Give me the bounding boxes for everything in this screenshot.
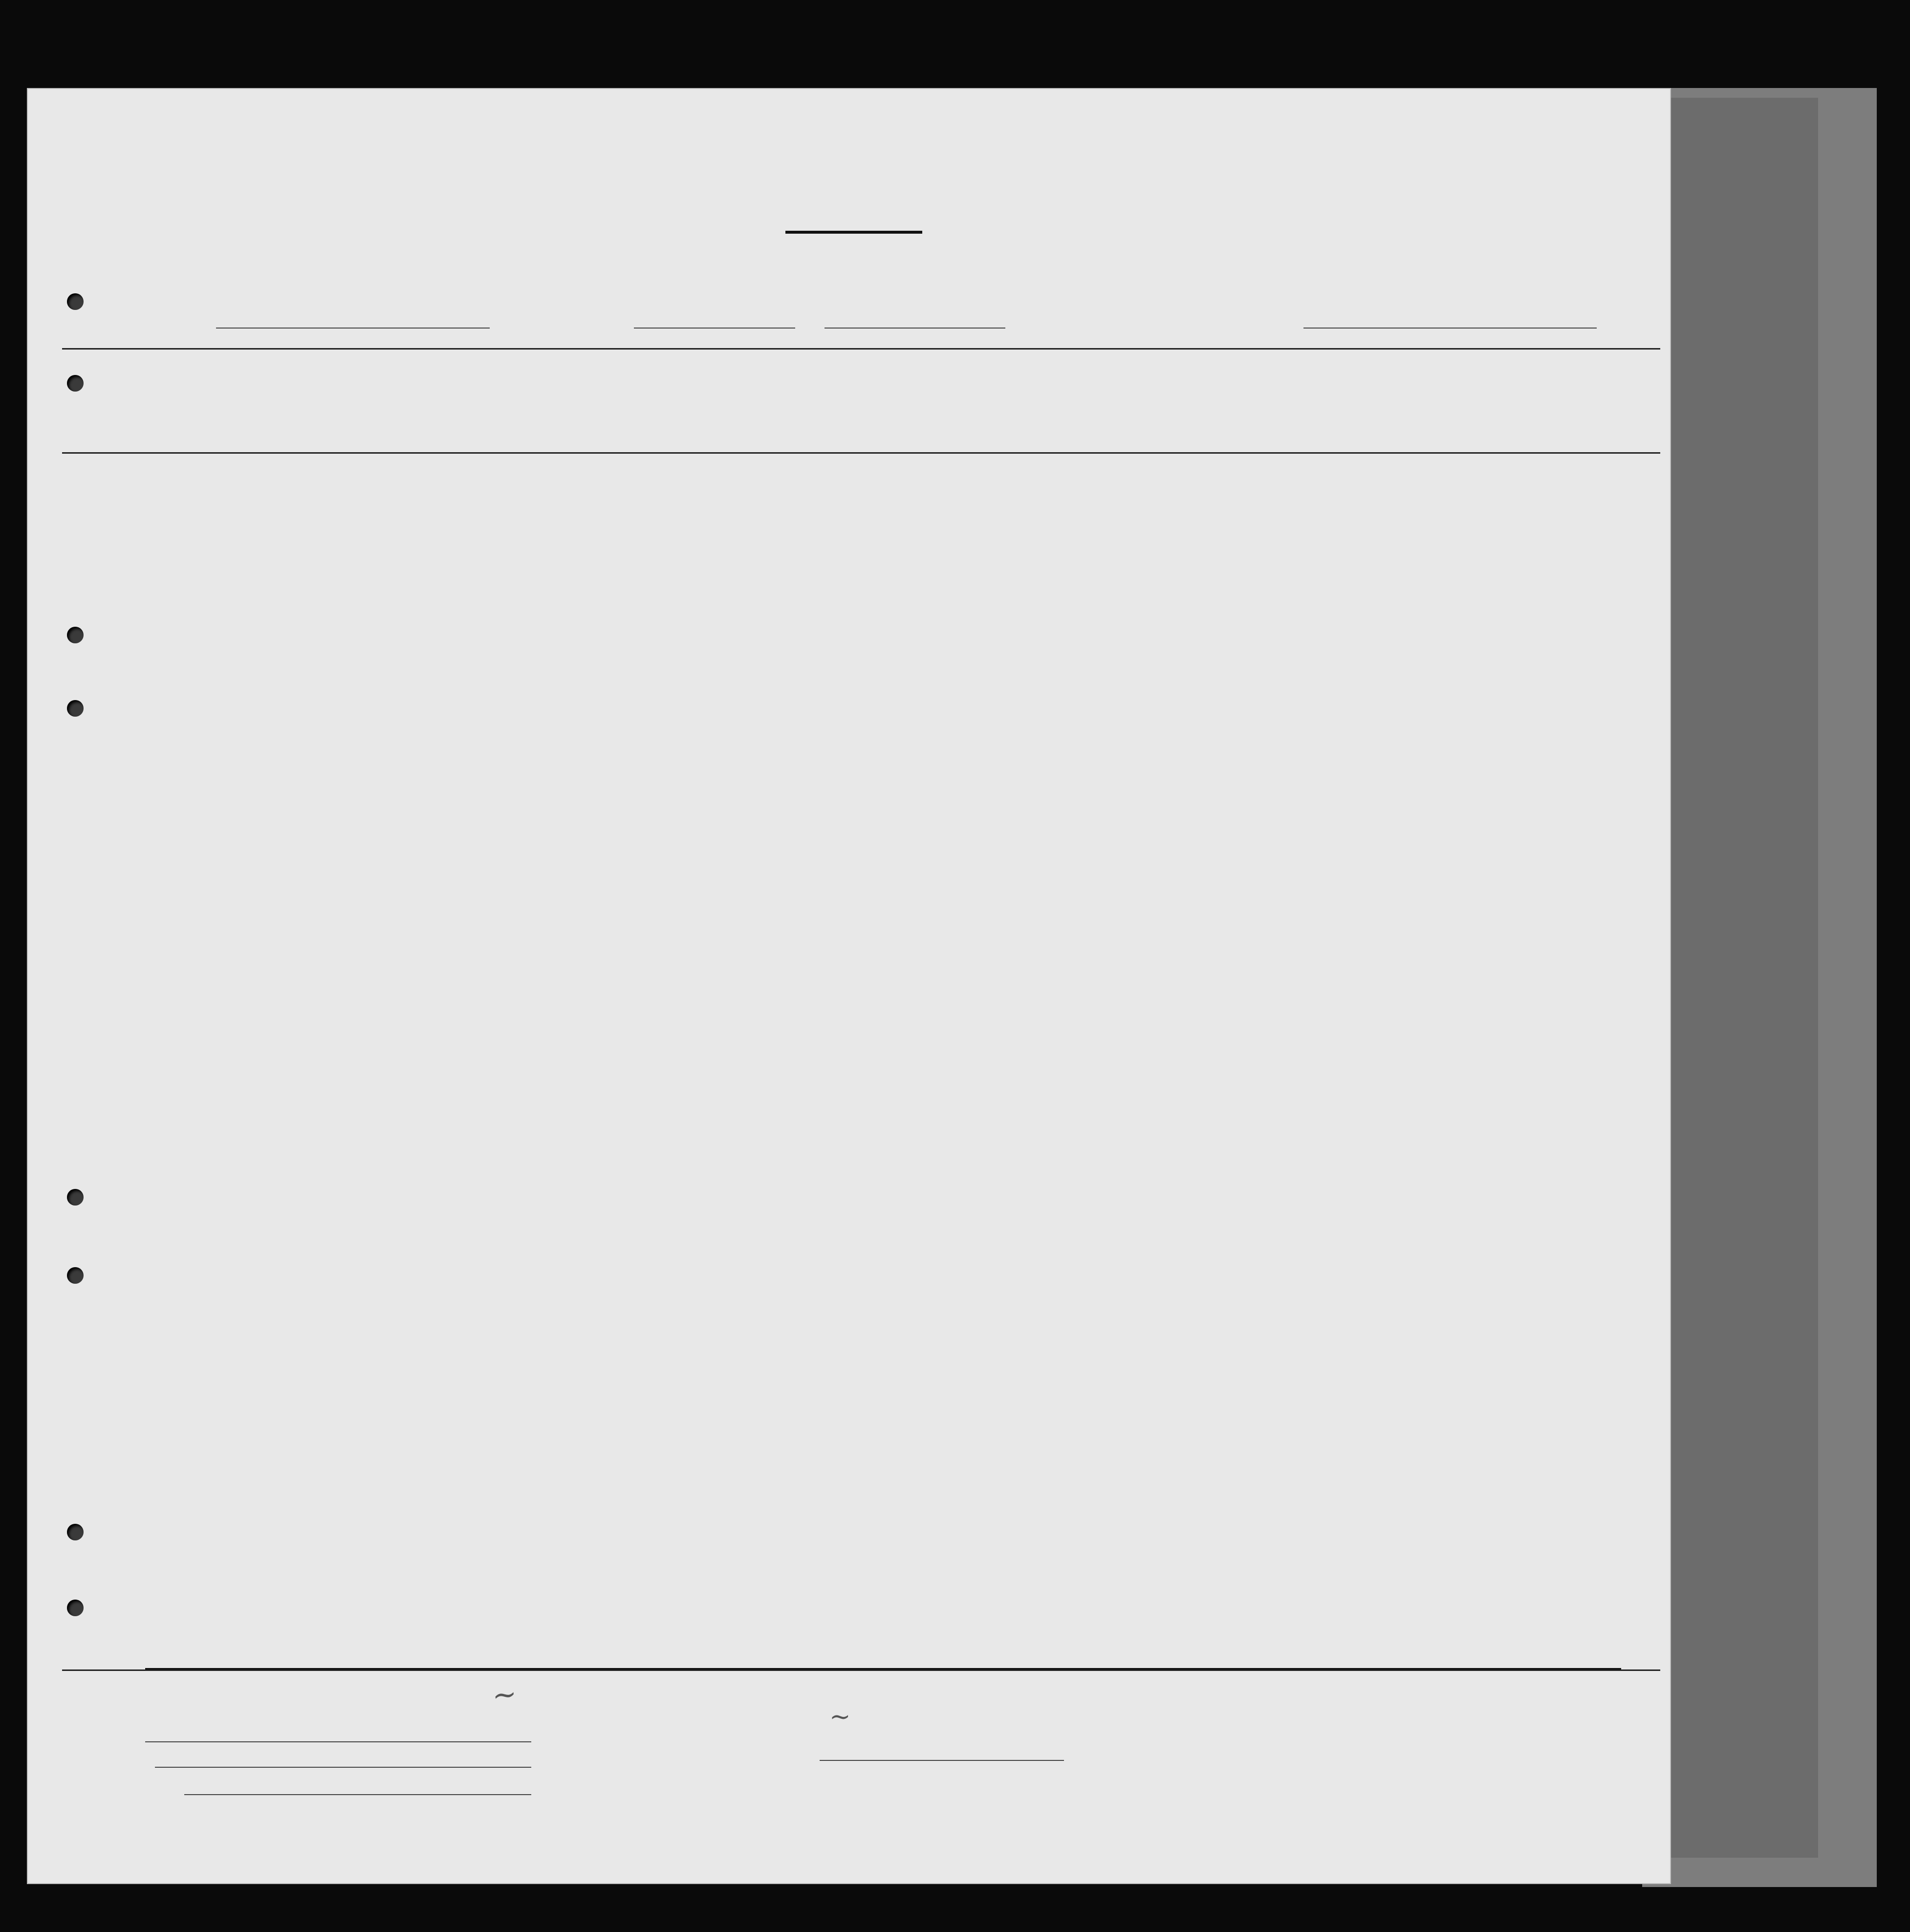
purser-signature: ~ (829, 1702, 851, 1732)
port-underline (1303, 328, 1597, 329)
manifest-page (27, 88, 1671, 1884)
table-end-rule (145, 1668, 1621, 1669)
inspector-signature: ~ (490, 1676, 519, 1713)
punch-hole (67, 293, 84, 310)
agents-underline (184, 1794, 531, 1795)
header-rule (62, 452, 1660, 454)
owners-underline (155, 1767, 531, 1768)
sheet-number (1514, 162, 1519, 182)
folder-backing-inner (1662, 98, 1818, 1858)
crew-table (62, 348, 1660, 1671)
vessel-line (145, 304, 1611, 343)
title-rule (785, 231, 922, 234)
vessel-underline (216, 328, 490, 329)
line-underline (145, 1741, 531, 1742)
inspector-line (820, 1760, 1064, 1761)
date-underline (825, 328, 1005, 329)
arrival-underline (634, 328, 795, 329)
